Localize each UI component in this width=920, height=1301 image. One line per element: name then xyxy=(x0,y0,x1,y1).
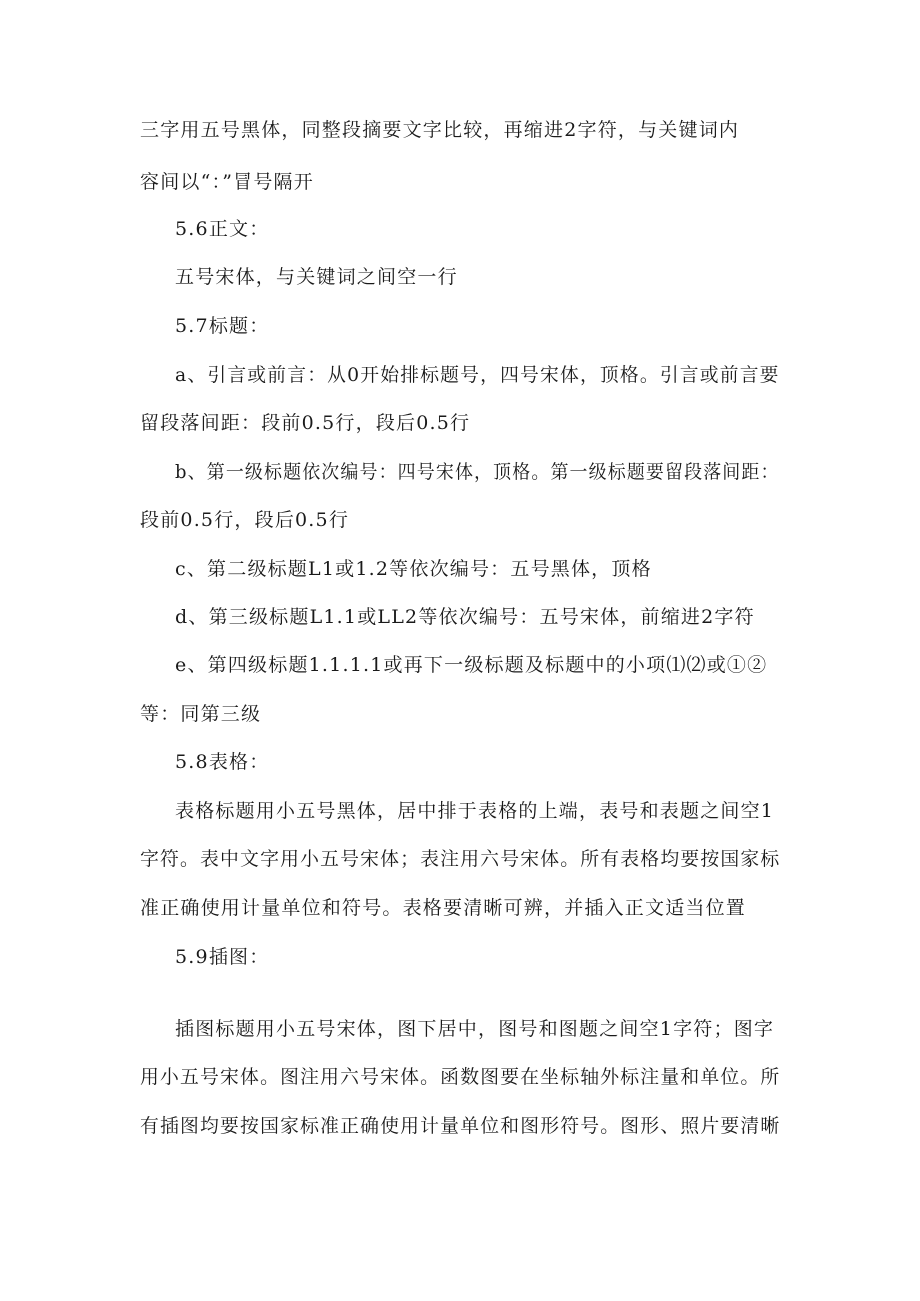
text-line: 留段落间距：段前0.5行，段后0.5行 xyxy=(140,412,471,434)
text-line: 字符。表中文字用小五号宋体；表注用六号宋体。所有表格均要按国家标 xyxy=(140,848,781,870)
text-line: 准正确使用计量单位和符号。表格要清晰可辨，并插入正文适当位置 xyxy=(140,897,747,919)
text-line: 表格标题用小五号黑体，居中排于表格的上端，表号和表题之间空1 xyxy=(175,800,775,822)
text-line: b、第一级标题依次编号：四号宋体，顶格。第一级标题要留段落间距： xyxy=(175,461,780,483)
text-line: 插图标题用小五号宋体，图下居中，图号和图题之间空1字符；图字 xyxy=(175,1018,775,1040)
section-heading: 5.6正文： xyxy=(175,218,270,240)
text-line: 五号宋体，与关键词之间空一行 xyxy=(175,266,458,288)
text-line: a、引言或前言：从0开始排标题号，四号宋体，顶格。引言或前言要 xyxy=(175,364,780,386)
text-line: 三字用五号黑体，同整段摘要文字比较，再缩进2字符，与关键词内 xyxy=(140,119,740,141)
text-line: d、第三级标题L1.1或LL2等依次编号：五号宋体，前缩进2字符 xyxy=(175,606,755,628)
text-line: c、第二级标题L1或1.2等依次编号：五号黑体，顶格 xyxy=(175,558,652,580)
section-heading: 5.7标题： xyxy=(175,315,270,337)
section-heading: 5.8表格： xyxy=(175,751,270,773)
text-line: 有插图均要按国家标准正确使用计量单位和图形符号。图形、照片要清晰 xyxy=(140,1115,781,1137)
text-line: e、第四级标题1.1.1.1或再下一级标题及标题中的小项⑴⑵或①② xyxy=(175,654,768,676)
text-line: 容间以“：”冒号隔开 xyxy=(140,171,314,193)
text-line: 段前0.5行，段后0.5行 xyxy=(140,509,350,531)
section-heading: 5.9插图： xyxy=(175,946,270,968)
text-line: 用小五号宋体。图注用六号宋体。函数图要在坐标轴外标注量和单位。所 xyxy=(140,1066,781,1088)
text-line: 等：同第三级 xyxy=(140,703,262,725)
